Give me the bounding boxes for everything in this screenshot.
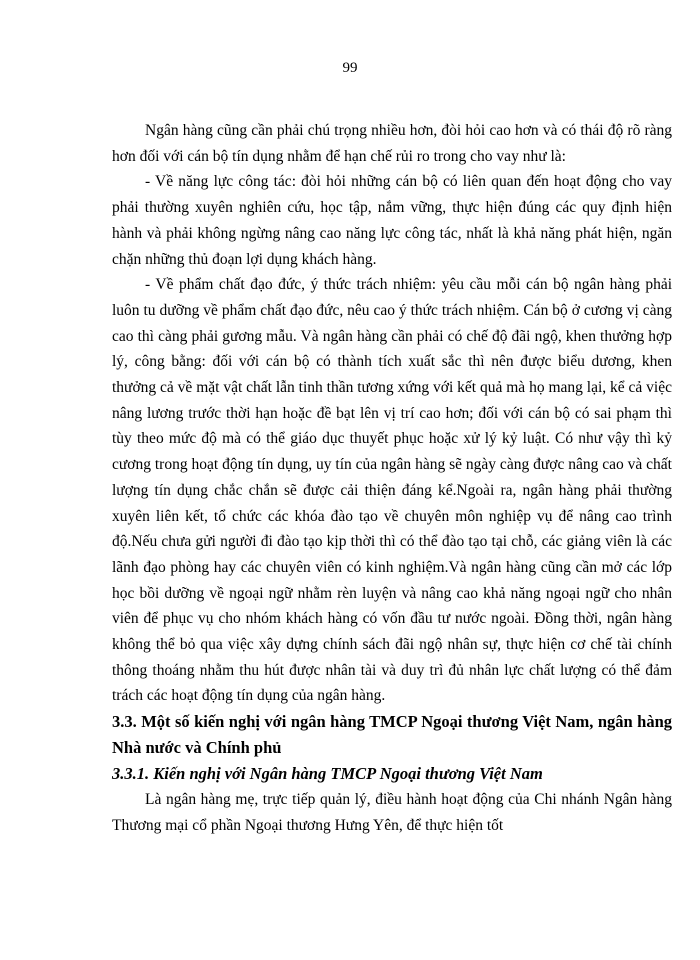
subsection-heading: 3.3.1. Kiến nghị với Ngân hàng TMCP Ngoại thương Việt Nam	[112, 764, 543, 784]
page-number: 99	[342, 60, 358, 76]
paragraph-parent-bank: Là ngân hàng mẹ, trực tiếp quản lý, điều hành hoạt động của Chi nhánh Ngân hàng Thương mại cổ phần Ngoại thương Hưng Yên, để thực hiện tốt	[112, 791, 672, 834]
paragraph-intro: Ngân hàng cũng cần phải chú trọng nhiều hơn, đòi hỏi cao hơn và có thái độ rõ ràng hơn đối với cán bộ tín dụng nhằm để hạn chế rủi ro trong cho vay như là:	[112, 122, 672, 165]
paragraph-ethics: - Về phẩm chất đạo đức, ý thức trách nhiệm: yêu cầu mỗi cán bộ ngân hàng phải luôn tu dưỡng về phẩm chất đạo đức, nêu cao ý thức trách nhiệm. Cán bộ ở cương vị càng cao thì càng phải gương mẫu. Và ngân hàng cần phải có chế độ đãi ngộ, khen thưởng hợp lý, công bằng: đối với cán bộ có thành tích xuất sắc thì nên được biểu dương, khen thưởng cả về mặt vật chất lẫn tinh thần tương xứng với kết quả mà họ mang lại, kể cả việc nâng lương trước thời hạn hoặc đề bạt lên vị trí cao hơn; đối với cán bộ có sai phạm thì tùy theo mức độ mà có thể giáo dục thuyết phục hoặc xử lý kỷ luật. Có như vậy thì kỷ cương trong hoạt động tín dụng, uy tín của ngân hàng sẽ ngày càng được nâng cao và chất lượng tín dụng chắc chắn sẽ được cải thiện đáng kể.Ngoài ra, ngân hàng phải thường xuyên liên kết, tổ chức các khóa đào tạo về chuyên môn nghiệp vụ để nâng cao trình độ.Nếu chưa gửi người đi đào tạo kịp thời thì có thể đào tạo tại chỗ, các giảng viên là các lãnh đạo phòng hay các chuyên viên có kinh nghiệm.Và ngân hàng cũng cần mở các lớp học bồi dưỡng về ngoại ngữ nhằm rèn luyện và nâng cao khả năng ngoại ngữ cho nhân viên để phục vụ cho nhóm khách hàng có vốn đầu tư nước ngoài. Đồng thời, ngân hàng không thể bỏ qua việc xây dựng chính sách đãi ngộ nhân sự, thực hiện cơ chế tài chính thông thoáng nhằm thu hút được nhân tài và duy trì đủ nhân lực chất lượng có thể đảm trách các hoạt động tín dụng của ngân hàng.	[112, 276, 672, 705]
paragraph-work-capacity: - Về năng lực công tác: đòi hỏi những cán bộ có liên quan đến hoạt động cho vay phải thường xuyên nghiên cứu, học tập, nắm vững, thực hiện đúng các quy định hiện hành và phải không ngừng nâng cao năng lực công tác, nhất là khả năng phát hiện, ngăn chặn những thủ đoạn lợi dụng khách hàng.	[112, 173, 672, 268]
section-heading: 3.3. Một số kiến nghị với ngân hàng TMCP Ngoại thương Việt Nam, ngân hàng Nhà nước và Chính phủ	[112, 712, 672, 758]
page-body	[112, 118, 672, 839]
